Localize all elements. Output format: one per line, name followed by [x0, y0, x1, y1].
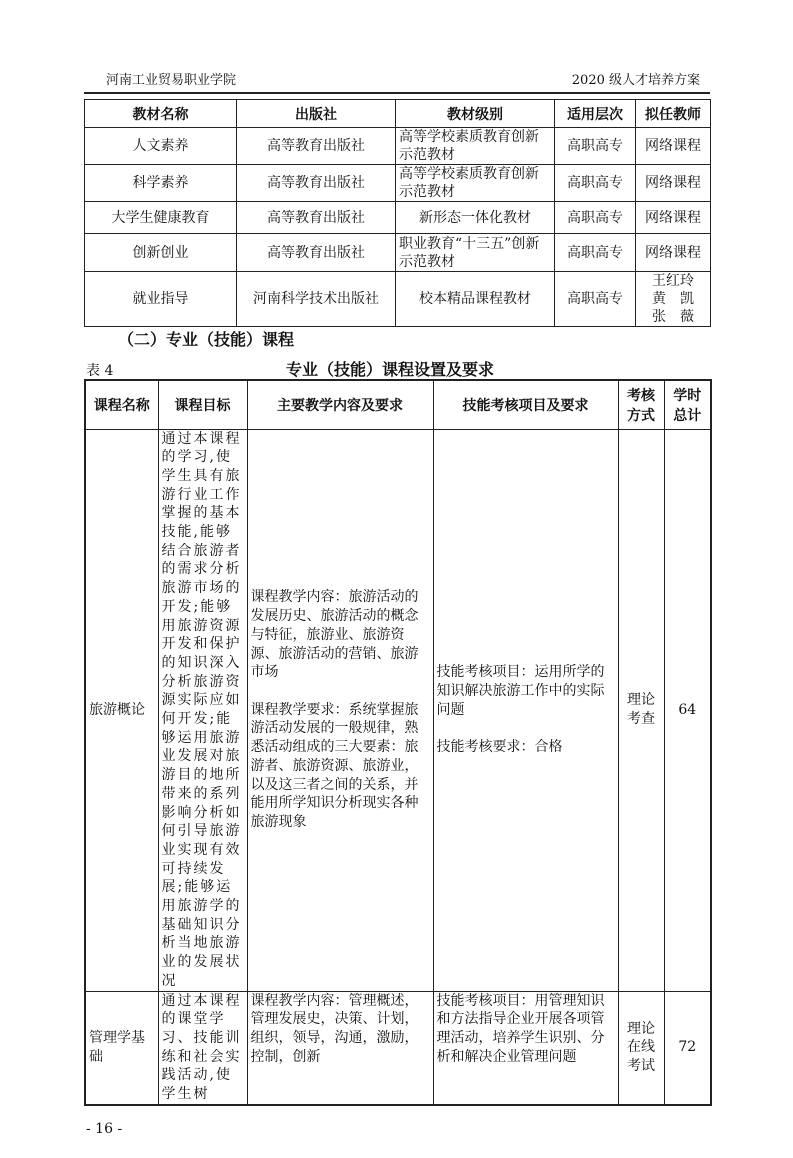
column-header: 适用层次 [555, 100, 636, 128]
textbook-table [84, 99, 711, 327]
total-hours: 64 [664, 429, 711, 991]
course-objective: 通过本课程的学习,使学生具有旅游行业工作掌握的基本技能,能够结合旅游者的需求分析旅游市场的开发;能够用旅游资源开发和保护的知识深入分析旅游资源实际应如何开发;能够运用旅游业发展对旅游目的地所带来的系列影响分析如何引导旅游业实现有效可持续发展;能够运用旅游学的基础知识分析当地旅游业的发展状况 [158, 429, 247, 991]
course-objective: 通过本课程的课堂学习、技能训练和社会实践活动,使学生树 [158, 991, 247, 1105]
cell: 高等学校素质教育创新示范教材 [396, 165, 555, 202]
cell: 高等教育出版社 [237, 165, 396, 202]
column-header: 考核方式 [618, 380, 664, 429]
cell: 科学素养 [85, 165, 237, 202]
cell: 高等教育出版社 [237, 128, 396, 165]
table-caption [84, 357, 710, 379]
column-header: 学时总计 [664, 380, 711, 429]
skill-assessment: 技能考核项目：用管理知识和方法指导企业开展各项管理活动，培养学生识别、分析和解决企业管理问题 [433, 991, 618, 1105]
page-number: - 16 - [86, 1120, 123, 1137]
table-row [85, 165, 711, 202]
table-row [85, 202, 711, 234]
table-header-row [85, 380, 711, 429]
table-row [85, 272, 711, 327]
cell: 高职高专 [555, 165, 636, 202]
cell: 职业教育“十三五”创新示范教材 [396, 234, 555, 272]
cell: 新形态一体化教材 [396, 202, 555, 234]
table-row [85, 234, 711, 272]
cell: 大学生健康教育 [85, 202, 237, 234]
cell: 高职高专 [555, 128, 636, 165]
table-title: 专业（技能）课程设置及要求 [286, 360, 495, 379]
cell: 河南科学技术出版社 [237, 272, 396, 327]
cell: 人文素养 [85, 128, 237, 165]
course-content: 课程教学内容：旅游活动的发展历史、旅游活动的概念与特征，旅游业、旅游资源、旅游活动的营销、旅游市场 课程教学要求：系统掌握旅游活动发展的一般规律，熟悉活动组成的三大要素：旅游者、旅游资源、旅游业，以及这三者之间的关系，并能用所学知识分析现实各种旅游现象 [247, 429, 433, 991]
table-row [85, 128, 711, 165]
table-row [85, 429, 711, 991]
column-header: 教材名称 [85, 100, 237, 128]
page-header [84, 72, 710, 90]
column-header: 教材级别 [396, 100, 555, 128]
column-header: 主要教学内容及要求 [247, 380, 433, 429]
cell: 高等教育出版社 [237, 202, 396, 234]
cell: 高等学校素质教育创新示范教材 [396, 128, 555, 165]
course-table [84, 379, 712, 1106]
column-header: 课程目标 [158, 380, 247, 429]
course-name: 旅游概论 [85, 429, 158, 991]
header-plan-title: 2020 级人才培养方案 [571, 73, 700, 88]
cell: 网络课程 [636, 128, 711, 165]
cell: 网络课程 [636, 234, 711, 272]
table-row [85, 991, 711, 1105]
assessment-method: 理论 考查 [618, 429, 664, 991]
course-name: 管理学基础 [85, 991, 158, 1105]
cell: 网络课程 [636, 165, 711, 202]
cell: 网络课程 [636, 202, 711, 234]
cell-teachers: 王红玲 黄 凯 张 薇 [636, 272, 711, 327]
cell: 高职高专 [555, 202, 636, 234]
total-hours: 72 [664, 991, 711, 1105]
cell: 高等教育出版社 [237, 234, 396, 272]
section-title: （二）专业（技能）课程 [118, 330, 295, 349]
cell: 创新创业 [85, 234, 237, 272]
assessment-method: 理论 在线 考试 [618, 991, 664, 1105]
cell: 高职高专 [555, 272, 636, 327]
cell: 校本精品课程教材 [396, 272, 555, 327]
cell: 高职高专 [555, 234, 636, 272]
header-institution: 河南工业贸易职业学院 [106, 73, 237, 88]
table-header-row [85, 100, 711, 128]
column-header: 出版社 [237, 100, 396, 128]
column-header: 技能考核项目及要求 [433, 380, 618, 429]
column-header: 拟任教师 [636, 100, 711, 128]
skill-assessment: 技能考核项目：运用所学的知识解决旅游工作中的实际问题 技能考核要求：合格 [433, 429, 618, 991]
column-header: 课程名称 [85, 380, 158, 429]
course-content: 课程教学内容：管理概述，管理发展史，决策、计划，组织，领导，沟通，激励，控制，创新 [247, 991, 433, 1105]
header-divider [84, 92, 710, 94]
table-number: 表 4 [86, 363, 114, 379]
cell: 就业指导 [85, 272, 237, 327]
